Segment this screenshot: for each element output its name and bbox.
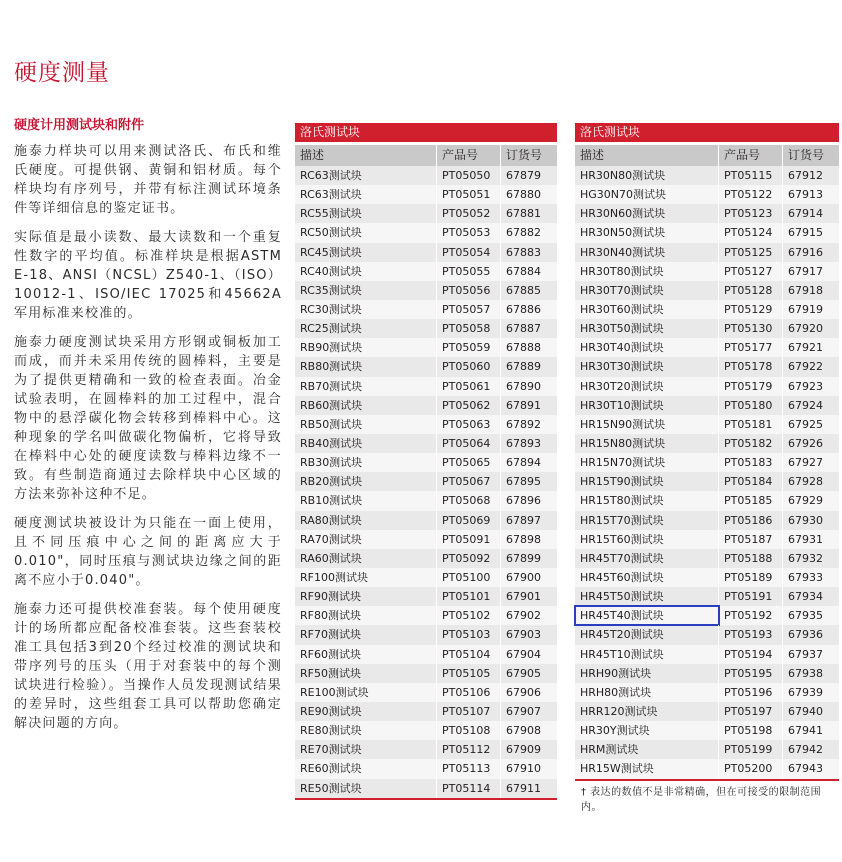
table-body xyxy=(295,166,557,798)
table-header xyxy=(295,145,557,166)
cell-product-no: PT05067 xyxy=(437,472,501,491)
cell-order-no: 67927 xyxy=(788,456,823,470)
cell-product-no: PT05068 xyxy=(437,491,501,510)
cell-order-no: 67922 xyxy=(788,360,823,374)
cell-product-no: PT05188 xyxy=(719,549,783,568)
cell-product-no: PT05182 xyxy=(719,434,783,453)
cell-description: HR15T60测试块 xyxy=(575,530,719,549)
table-row xyxy=(295,185,557,204)
cell-order-no: 67886 xyxy=(506,302,541,316)
cell-description: HR30T60测试块 xyxy=(575,300,719,319)
cell-product-no: PT05055 xyxy=(437,262,501,281)
cell-product-no: PT05178 xyxy=(719,357,783,376)
cell-product-no: PT05108 xyxy=(437,721,501,740)
cell-product-no: PT05105 xyxy=(437,664,501,683)
table-row xyxy=(295,702,557,721)
cell-product-no: PT05061 xyxy=(437,377,501,396)
cell-product-no: PT05053 xyxy=(437,223,501,242)
cell-product-no: PT05069 xyxy=(437,511,501,530)
cell-product-no: PT05107 xyxy=(437,702,501,721)
cell-order-no: 67920 xyxy=(788,322,823,336)
column-header-product-no: 产品号 xyxy=(719,145,783,166)
cell-order-no: 67911 xyxy=(506,781,541,795)
table-row xyxy=(575,243,839,262)
cell-description: RF70测试块 xyxy=(295,625,437,644)
cell-description: HR30N40测试块 xyxy=(575,243,719,262)
calibration-kit-paragraph: 施泰力还可提供校准套装。每个使用硬度计的场所都应配备校准套装。这些套装校准工具包括3到20个经过校准的测试块和带序列号的压头（用于对套装中的每个测试块进行检验）。当操作人员发现测试结果的差异时，这些组套工具可以帮助您确定解决问题的方向。 xyxy=(14,602,282,731)
cell-order-no: 67898 xyxy=(506,532,541,546)
table-row xyxy=(295,319,557,338)
cell-product-no: PT05113 xyxy=(437,759,501,778)
cell-order-no: 67912 xyxy=(788,169,823,182)
cell-order-no: 67900 xyxy=(506,570,541,584)
table-row xyxy=(295,415,557,434)
cell-description: RC50测试块 xyxy=(295,223,437,242)
cell-description: HR15N90测试块 xyxy=(575,415,719,434)
column-header-order-no: 订货号 xyxy=(788,148,825,162)
table-row xyxy=(575,415,839,434)
cell-order-no: 67935 xyxy=(788,609,823,623)
table-row xyxy=(575,606,839,625)
cell-description: RB30测试块 xyxy=(295,453,437,472)
table-row xyxy=(295,511,557,530)
material-paragraph: 施泰力硬度测试块采用方形钢或铜板加工而成，而并未采用传统的圆棒料，主要是为了提供更精确和一致的检查表面。冶金试验表明，在圆棒料的加工过程中，混合物中的悬浮碳化物会转移到棒料中心。这种现象的学名叫做碳化物偏析，它将导致在棒料中心处的硬度读数与棒料边缘不一致。有些制造商通过去除样块中心区域的方法来弥补这种不足。 xyxy=(14,335,282,502)
table-row xyxy=(295,300,557,319)
cell-description: RE80测试块 xyxy=(295,721,437,740)
cell-product-no: PT05194 xyxy=(719,645,783,664)
cell-product-no: PT05187 xyxy=(719,530,783,549)
table-row xyxy=(575,740,839,759)
cell-order-no: 67899 xyxy=(506,551,541,565)
usage-paragraph: 硬度测试块被设计为只能在一面上使用，且不同压痕中心之间的距离应大于0.010"，同时压痕与测试块边缘之间的距离不应小于0.040"。 xyxy=(14,516,282,588)
table-row xyxy=(575,549,839,568)
cell-order-no: 67894 xyxy=(506,456,541,470)
table-row xyxy=(295,243,557,262)
cell-description: HG30N70测试块 xyxy=(575,185,719,204)
cell-product-no: PT05189 xyxy=(719,568,783,587)
table-title: 洛氏测试块 xyxy=(295,123,557,142)
cell-order-no: 67896 xyxy=(506,494,541,508)
cell-product-no: PT05052 xyxy=(437,204,501,223)
cell-order-no: 67939 xyxy=(788,685,823,699)
cell-order-no: 67940 xyxy=(788,704,823,718)
cell-product-no: PT05193 xyxy=(719,625,783,644)
table-row xyxy=(575,683,839,702)
table-row xyxy=(575,568,839,587)
cell-order-no: 67908 xyxy=(506,724,541,738)
cell-order-no: 67901 xyxy=(506,590,541,604)
cell-description: RE100测试块 xyxy=(295,683,437,702)
cell-order-no: 67882 xyxy=(506,226,541,240)
table-row xyxy=(575,759,839,778)
cell-description: RB10测试块 xyxy=(295,491,437,510)
cell-order-no: 67931 xyxy=(788,532,823,546)
cell-description: HRM测试块 xyxy=(575,740,719,759)
cell-product-no: PT05130 xyxy=(719,319,783,338)
cell-description: RC30测试块 xyxy=(295,300,437,319)
cell-product-no: PT05056 xyxy=(437,281,501,300)
table-row xyxy=(295,434,557,453)
table-row xyxy=(295,491,557,510)
cell-product-no: PT05185 xyxy=(719,491,783,510)
table-row xyxy=(575,185,839,204)
cell-order-no: 67880 xyxy=(506,188,541,202)
table-row xyxy=(575,645,839,664)
cell-description: RB80测试块 xyxy=(295,357,437,376)
cell-description: HR30T40测试块 xyxy=(575,338,719,357)
column-header-order-no: 订货号 xyxy=(506,148,543,162)
cell-description: HR30T70测试块 xyxy=(575,281,719,300)
table-row xyxy=(575,262,839,281)
cell-description: RA80测试块 xyxy=(295,511,437,530)
column-header-description: 描述 xyxy=(295,145,437,166)
cell-order-no: 67917 xyxy=(788,264,823,278)
cell-order-no: 67885 xyxy=(506,283,541,297)
cell-order-no: 67883 xyxy=(506,245,541,259)
cell-description: HRR120测试块 xyxy=(575,702,719,721)
cell-description: RC55测试块 xyxy=(295,204,437,223)
table-row xyxy=(575,511,839,530)
cell-description: RB90测试块 xyxy=(295,338,437,357)
cell-order-no: 67889 xyxy=(506,360,541,374)
cell-description: RE50测试块 xyxy=(295,779,437,798)
cell-description: RC45测试块 xyxy=(295,243,437,262)
cell-product-no: PT05200 xyxy=(719,759,783,778)
cell-description: HR45T50测试块 xyxy=(575,587,719,606)
cell-order-no: 67942 xyxy=(788,743,823,757)
cell-product-no: PT05186 xyxy=(719,511,783,530)
cell-product-no: PT05062 xyxy=(437,396,501,415)
cell-description: RF90测试块 xyxy=(295,587,437,606)
cell-description: RF60测试块 xyxy=(295,645,437,664)
cell-order-no: 67930 xyxy=(788,513,823,527)
cell-order-no: 67903 xyxy=(506,628,541,642)
cell-product-no: PT05101 xyxy=(437,587,501,606)
cell-description: HR15T70测试块 xyxy=(575,511,719,530)
cell-description: RB40测试块 xyxy=(295,434,437,453)
cell-order-no: 67937 xyxy=(788,647,823,661)
table-row xyxy=(295,338,557,357)
table-row xyxy=(575,166,839,185)
cell-order-no: 67919 xyxy=(788,302,823,316)
column-header-product-no: 产品号 xyxy=(437,145,501,166)
table-row xyxy=(295,262,557,281)
cell-product-no: PT05060 xyxy=(437,357,501,376)
cell-description: RB50测试块 xyxy=(295,415,437,434)
cell-order-no: 67902 xyxy=(506,609,541,623)
cell-description: RB70测试块 xyxy=(295,377,437,396)
cell-description: HR15T90测试块 xyxy=(575,472,719,491)
cell-description: HR15W测试块 xyxy=(575,759,719,778)
cell-product-no: PT05059 xyxy=(437,338,501,357)
cell-order-no: 67916 xyxy=(788,245,823,259)
table-row xyxy=(575,530,839,549)
cell-description: RF100测试块 xyxy=(295,568,437,587)
cell-description: HR30N60测试块 xyxy=(575,204,719,223)
cell-order-no: 67928 xyxy=(788,475,823,489)
cell-description: HR45T40测试块 xyxy=(575,606,719,625)
cell-product-no: PT05180 xyxy=(719,396,783,415)
table-row xyxy=(295,721,557,740)
cell-product-no: PT05100 xyxy=(437,568,501,587)
cell-order-no: 67881 xyxy=(506,207,541,221)
table-bottom-rule xyxy=(295,798,557,800)
table-row xyxy=(575,702,839,721)
cell-description: RA60测试块 xyxy=(295,549,437,568)
cell-product-no: PT05114 xyxy=(437,779,501,798)
cell-product-no: PT05064 xyxy=(437,434,501,453)
cell-order-no: 67887 xyxy=(506,322,541,336)
table-row xyxy=(295,530,557,549)
cell-order-no: 67921 xyxy=(788,341,823,355)
cell-order-no: 67914 xyxy=(788,207,823,221)
cell-description: RB20测试块 xyxy=(295,472,437,491)
table-row xyxy=(295,759,557,778)
cell-product-no: PT05051 xyxy=(437,185,501,204)
cell-product-no: PT05197 xyxy=(719,702,783,721)
table-row xyxy=(295,166,557,185)
cell-order-no: 67905 xyxy=(506,666,541,680)
table-row xyxy=(575,204,839,223)
table-row xyxy=(295,357,557,376)
cell-order-no: 67891 xyxy=(506,398,541,412)
cell-order-no: 67934 xyxy=(788,590,823,604)
cell-product-no: PT05054 xyxy=(437,243,501,262)
cell-description: RB60测试块 xyxy=(295,396,437,415)
table-row xyxy=(295,377,557,396)
table-row xyxy=(295,587,557,606)
table-row xyxy=(295,664,557,683)
cell-order-no: 67879 xyxy=(506,169,541,182)
cell-product-no: PT05183 xyxy=(719,453,783,472)
cell-description: RF80测试块 xyxy=(295,606,437,625)
cell-product-no: PT05184 xyxy=(719,472,783,491)
cell-description: RC63测试块 xyxy=(295,166,437,185)
cell-product-no: PT05125 xyxy=(719,243,783,262)
table-title: 洛氏测试块 xyxy=(575,123,839,142)
cell-description: HR45T70测试块 xyxy=(575,549,719,568)
cell-order-no: 67913 xyxy=(788,188,823,202)
column-header-description: 描述 xyxy=(575,145,719,166)
table-row xyxy=(575,357,839,376)
table-row xyxy=(575,625,839,644)
cell-order-no: 67941 xyxy=(788,724,823,738)
cell-product-no: PT05112 xyxy=(437,740,501,759)
table-row xyxy=(575,377,839,396)
cell-order-no: 67926 xyxy=(788,436,823,450)
cell-description: RA70测试块 xyxy=(295,530,437,549)
table-row xyxy=(295,606,557,625)
table-row xyxy=(575,281,839,300)
cell-product-no: PT05057 xyxy=(437,300,501,319)
cell-product-no: PT05102 xyxy=(437,606,501,625)
cell-description: RC35测试块 xyxy=(295,281,437,300)
cell-product-no: PT05179 xyxy=(719,377,783,396)
cell-description: HR30T30测试块 xyxy=(575,357,719,376)
table-row xyxy=(295,645,557,664)
cell-description: HR15N70测试块 xyxy=(575,453,719,472)
cell-order-no: 67929 xyxy=(788,494,823,508)
cell-order-no: 67909 xyxy=(506,743,541,757)
cell-product-no: PT05122 xyxy=(719,185,783,204)
table-row xyxy=(575,472,839,491)
cell-product-no: PT05198 xyxy=(719,721,783,740)
cell-description: HR30N50测试块 xyxy=(575,223,719,242)
cell-order-no: 67915 xyxy=(788,226,823,240)
cell-order-no: 67907 xyxy=(506,704,541,718)
table-row xyxy=(575,223,839,242)
table-row xyxy=(295,472,557,491)
cell-order-no: 67906 xyxy=(506,685,541,699)
cell-description: HR30T20测试块 xyxy=(575,377,719,396)
table-row xyxy=(575,396,839,415)
cell-description: HR45T20测试块 xyxy=(575,625,719,644)
cell-product-no: PT05128 xyxy=(719,281,783,300)
cell-description: HR30N80测试块 xyxy=(575,166,719,185)
cell-description: RE90测试块 xyxy=(295,702,437,721)
table-bottom-rule xyxy=(575,779,839,781)
cell-description: HRH90测试块 xyxy=(575,664,719,683)
cell-description: HR15T80测试块 xyxy=(575,491,719,510)
cell-order-no: 67884 xyxy=(506,264,541,278)
cell-product-no: PT05123 xyxy=(719,204,783,223)
cell-description: HR30Y测试块 xyxy=(575,721,719,740)
cell-order-no: 67924 xyxy=(788,398,823,412)
cell-product-no: PT05124 xyxy=(719,223,783,242)
cell-product-no: PT05127 xyxy=(719,262,783,281)
cell-description: HR45T60测试块 xyxy=(575,568,719,587)
cell-description: HRH80测试块 xyxy=(575,683,719,702)
cell-order-no: 67888 xyxy=(506,341,541,355)
cell-description: RC63测试块 xyxy=(295,185,437,204)
table-row xyxy=(295,396,557,415)
cell-description: HR30T10测试块 xyxy=(575,396,719,415)
cell-order-no: 67918 xyxy=(788,283,823,297)
table-row xyxy=(295,204,557,223)
cell-order-no: 67936 xyxy=(788,628,823,642)
table-body xyxy=(575,166,839,779)
calibration-paragraph: 实际值是最小读数、最大读数和一个重复性数字的平均值。标准样块是根据ASTM E-18、ANSI（NCSL）Z540-1、（ISO）10012-1、ISO/IEC 17025和45662A军用标准来校准的。 xyxy=(14,230,282,321)
cell-order-no: 67933 xyxy=(788,570,823,584)
cell-order-no: 67910 xyxy=(506,762,541,776)
cell-product-no: PT05091 xyxy=(437,530,501,549)
cell-description: HR30T80测试块 xyxy=(575,262,719,281)
cell-order-no: 67890 xyxy=(506,379,541,393)
cell-order-no: 67892 xyxy=(506,417,541,431)
page-title: 硬度测量 xyxy=(14,60,110,86)
cell-order-no: 67897 xyxy=(506,513,541,527)
cell-product-no: PT05181 xyxy=(719,415,783,434)
cell-product-no: PT05192 xyxy=(719,606,783,625)
cell-order-no: 67923 xyxy=(788,379,823,393)
table-row xyxy=(295,683,557,702)
table-row xyxy=(295,281,557,300)
cell-description: RE60测试块 xyxy=(295,759,437,778)
description-column xyxy=(14,118,282,743)
cell-product-no: PT05191 xyxy=(719,587,783,606)
cell-description: RC25测试块 xyxy=(295,319,437,338)
table-row xyxy=(295,625,557,644)
cell-order-no: 67904 xyxy=(506,647,541,661)
table-row xyxy=(295,549,557,568)
cell-product-no: PT05199 xyxy=(719,740,783,759)
cell-order-no: 67925 xyxy=(788,417,823,431)
rockwell-table-right xyxy=(575,123,839,815)
cell-product-no: PT05092 xyxy=(437,549,501,568)
cell-product-no: PT05058 xyxy=(437,319,501,338)
table-row xyxy=(295,453,557,472)
table-row xyxy=(295,740,557,759)
intro-paragraph: 施泰力样块可以用来测试洛氏、布氏和维氏硬度。可提供钢、黄铜和铝材质。每个样块均有序列号，并带有标注测试环境条件等详细信息的鉴定证书。 xyxy=(14,144,282,216)
cell-order-no: 67943 xyxy=(788,762,823,776)
cell-order-no: 67932 xyxy=(788,551,823,565)
cell-product-no: PT05063 xyxy=(437,415,501,434)
table-row xyxy=(295,223,557,242)
table-header xyxy=(575,145,839,166)
cell-product-no: PT05195 xyxy=(719,664,783,683)
table-row xyxy=(575,300,839,319)
table-row xyxy=(575,453,839,472)
table-row xyxy=(575,338,839,357)
cell-description: RE70测试块 xyxy=(295,740,437,759)
table-row xyxy=(575,587,839,606)
cell-description: HR30T50测试块 xyxy=(575,319,719,338)
cell-order-no: 67893 xyxy=(506,436,541,450)
section-subtitle: 硬度计用测试块和附件 xyxy=(14,118,145,133)
table-row xyxy=(575,319,839,338)
cell-order-no: 67895 xyxy=(506,475,541,489)
table-row xyxy=(575,491,839,510)
table-row xyxy=(295,779,557,798)
cell-product-no: PT05196 xyxy=(719,683,783,702)
cell-product-no: PT05050 xyxy=(437,166,501,185)
cell-description: RF50测试块 xyxy=(295,664,437,683)
cell-product-no: PT05177 xyxy=(719,338,783,357)
cell-product-no: PT05106 xyxy=(437,683,501,702)
table-footnote: † 表达的数值不是非常精确，但在可接受的限制范围内。 xyxy=(581,786,822,813)
table-row xyxy=(575,664,839,683)
cell-product-no: PT05065 xyxy=(437,453,501,472)
table-row xyxy=(295,568,557,587)
cell-product-no: PT05103 xyxy=(437,625,501,644)
cell-description: HR45T10测试块 xyxy=(575,645,719,664)
cell-description: HR15N80测试块 xyxy=(575,434,719,453)
cell-product-no: PT05115 xyxy=(719,166,783,185)
table-row xyxy=(575,721,839,740)
table-row xyxy=(575,434,839,453)
cell-description: RC40测试块 xyxy=(295,262,437,281)
rockwell-table-left xyxy=(295,123,557,800)
cell-product-no: PT05129 xyxy=(719,300,783,319)
cell-order-no: 67938 xyxy=(788,666,823,680)
cell-product-no: PT05104 xyxy=(437,645,501,664)
